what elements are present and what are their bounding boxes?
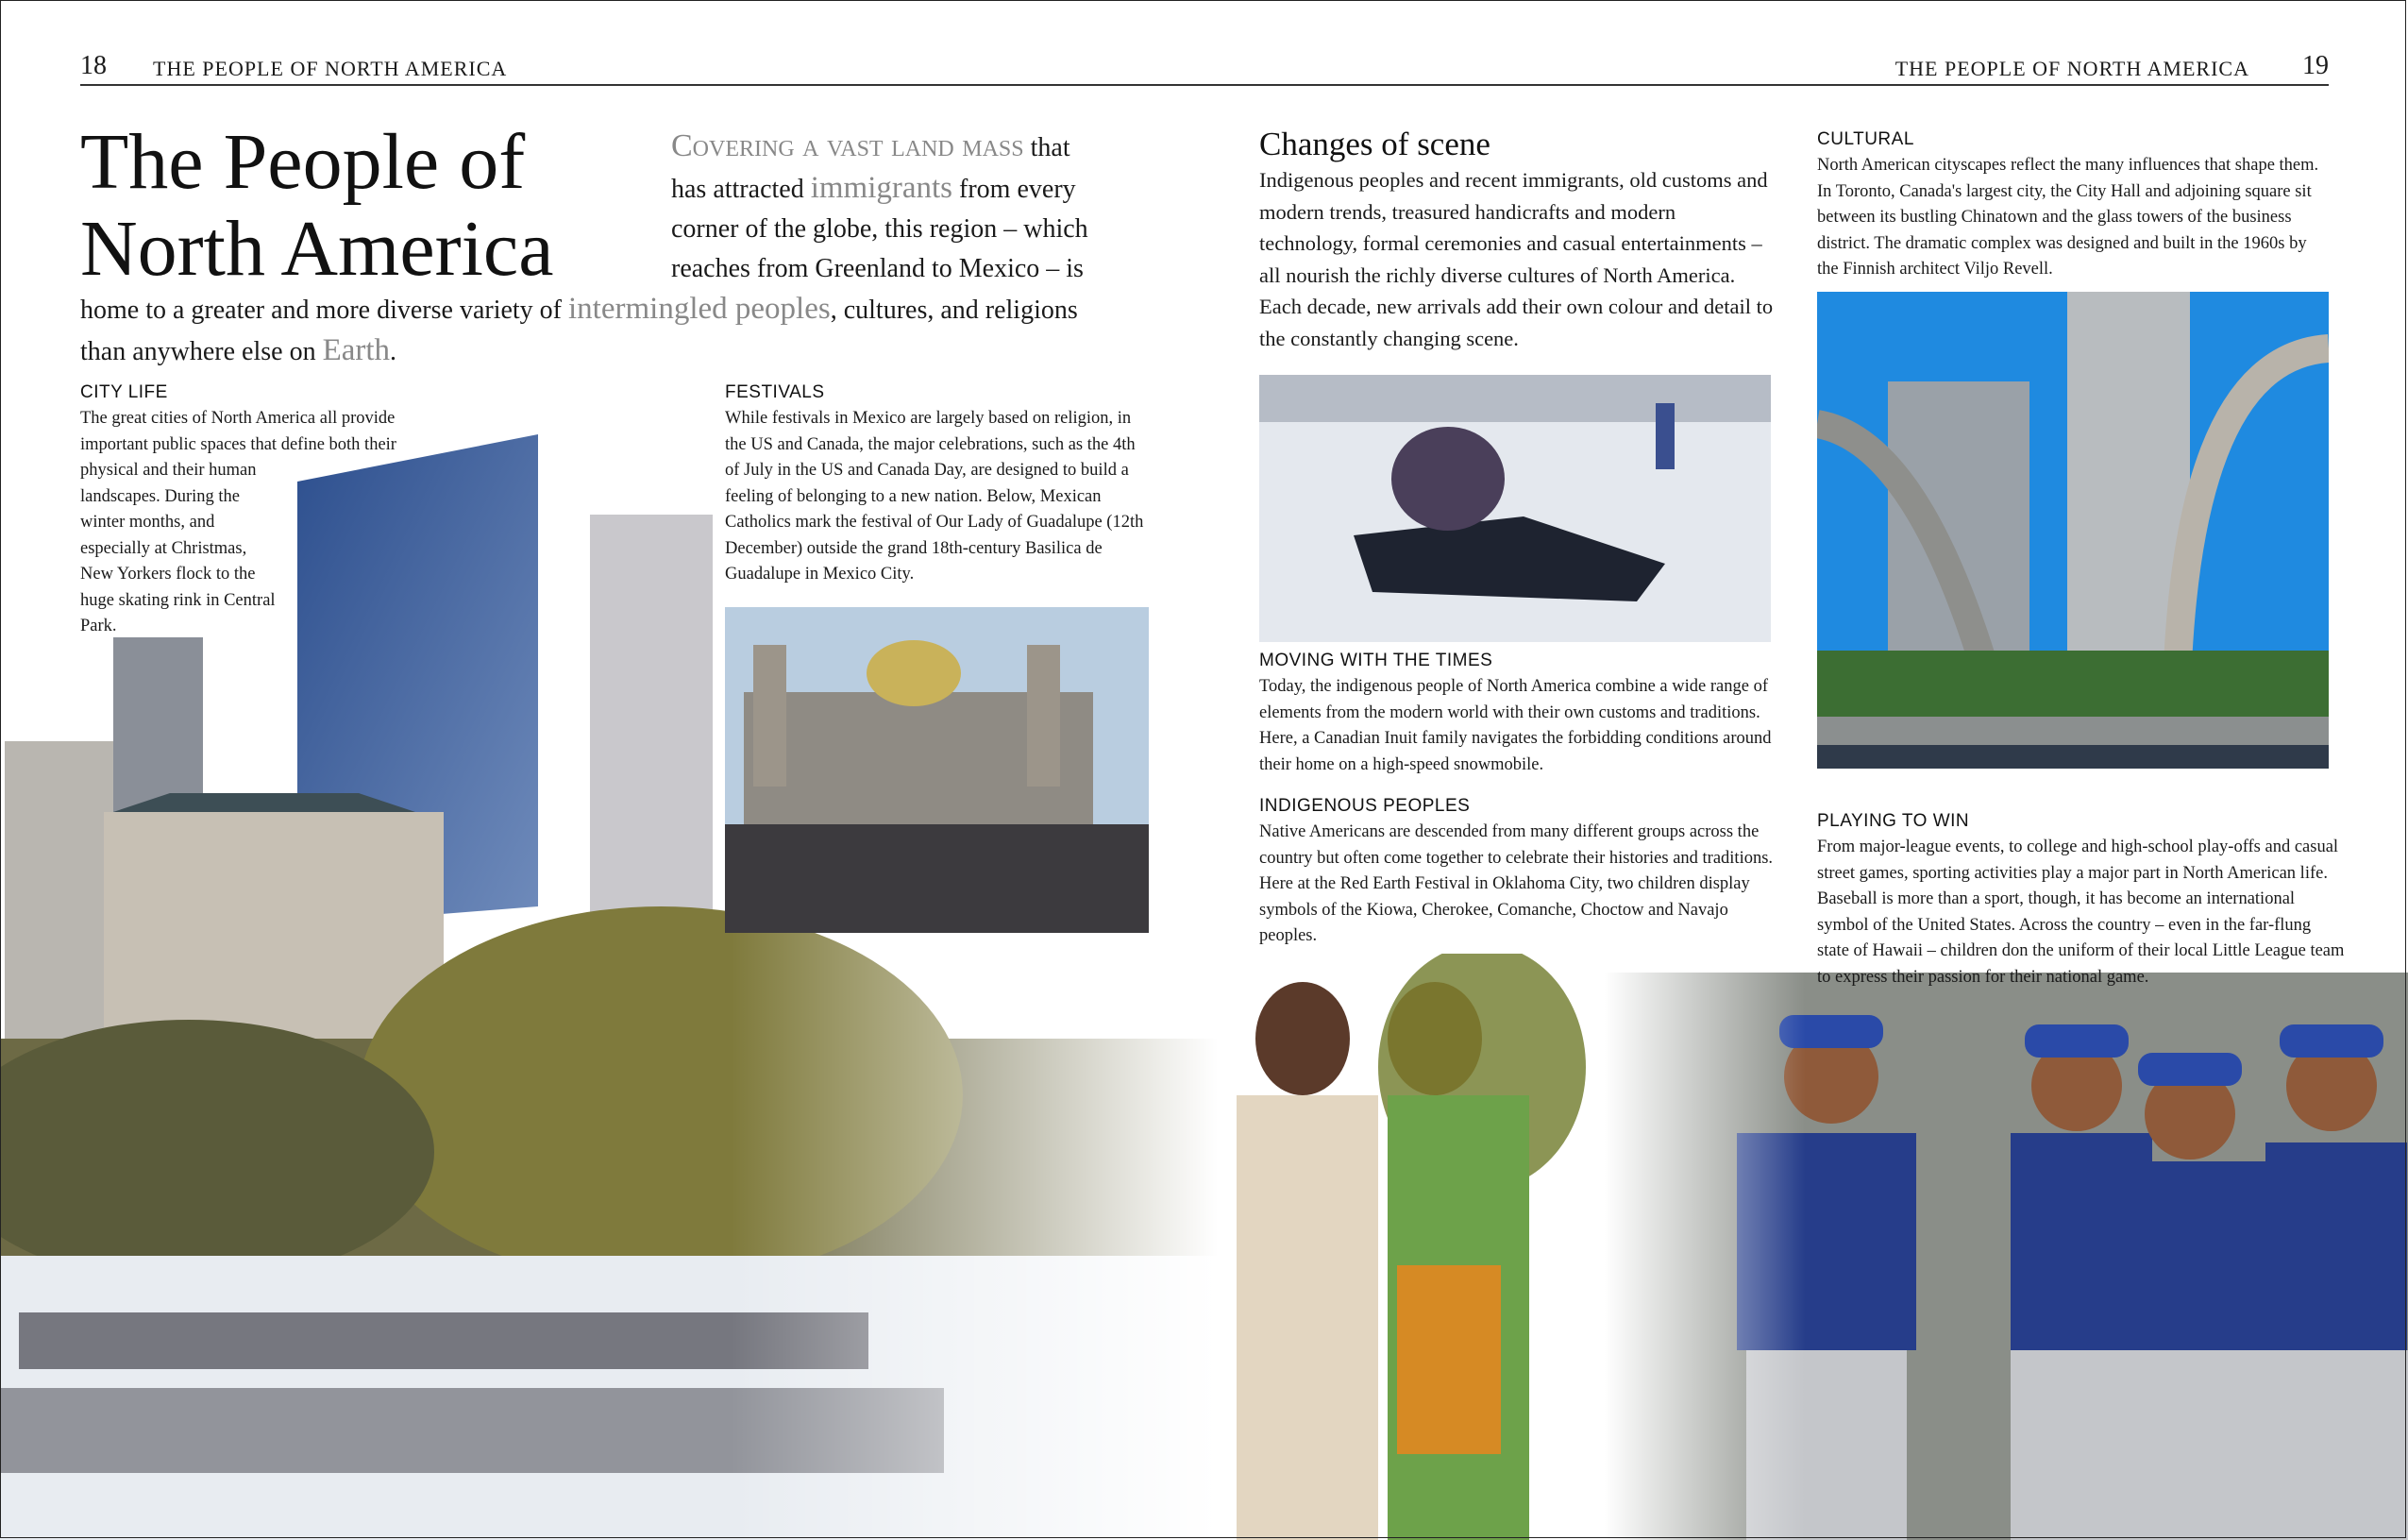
changes-heading: Changes of scene: [1259, 126, 1490, 162]
basilica-guadalupe-photo: [725, 607, 1149, 933]
playing-body: From major-league events, to college and high-school play-offs and casual street games, sporting activities play a major part in North American life. Baseball is more than a sport, though, it has become an international symbol of the United States. Across the country – even in the far-flung state of Hawaii – children don the uniform of their local Little League team to express their passion for their national game.: [1817, 838, 2345, 987]
intro-text: from every corner of the globe, this region – which reaches from Greenland to Mexico – is home to a greater and more diverse variety of: [80, 175, 1088, 325]
moving-body: Today, the indigenous people of North America combine a wide range of elements from the modern world with their own customs and traditions. Here, a Canadian Inuit family navigates the forbidding conditions around their home on a high-speed snowmobile.: [1259, 677, 1772, 774]
intro-highlight: immigrants: [810, 171, 953, 205]
running-head-left: THE PEOPLE OF NORTH AMERICA: [153, 57, 508, 80]
intro-highlight: intermingled peoples: [568, 292, 831, 326]
intro-text: , cultures, and religions than anywhere else on: [80, 296, 1078, 366]
intro-highlight: Earth: [322, 333, 391, 367]
running-head-right: THE PEOPLE OF NORTH AMERICA: [1894, 57, 2249, 80]
little-league-players-photo: [1605, 973, 2408, 1540]
title-line-1: The People of: [80, 118, 526, 206]
toronto-city-hall-photo: [1817, 292, 2329, 769]
city-life-heading: CITY LIFE: [80, 382, 168, 402]
page-number-right: 19: [2302, 51, 2329, 80]
cultural-body: North American cityscapes reflect the many influences that shape them. In Toronto, Canada's largest city, the City Hall and adjoining square sit between its bustling Chinatown and the glass towers of the business district. The dramatic complex was designed and built in the 1960s by the Finnish architect Viljo Revell.: [1817, 156, 2319, 279]
header-rule: [80, 84, 2329, 86]
festivals-body: While festivals in Mexico are largely based on religion, in the US and Canada, the major celebrations, such as the 4th of July in the US and Canada Day, are designed to build a feeling of belonging to a new nation. Below, Mexican Catholics mark the festival of Our Lady of Guadalupe (12th December) outside the grand 18th-century Basilica de Guadalupe in Mexico City.: [725, 409, 1144, 584]
snowmobile-photo: [1259, 375, 1771, 642]
playing-heading: PLAYING TO WIN: [1817, 811, 1970, 831]
cultural-heading: CULTURAL: [1817, 129, 1914, 149]
changes-body: Indigenous peoples and recent immigrants, old customs and modern trends, treasured handicrafts and modern technology, formal ceremonies and casual entertainments – all nourish the richly diverse cultures of North America. Each decade, new arrivals add their own colour and detail to the constantly changing scene.: [1259, 168, 1774, 350]
moving-heading: MOVING WITH THE TIMES: [1259, 651, 1493, 670]
intro-lead: Covering a vast land mass: [671, 128, 1024, 163]
festivals-heading: FESTIVALS: [725, 382, 825, 402]
page-number-left: 18: [80, 51, 107, 80]
intro-text: that has attracted: [671, 133, 1070, 204]
indigenous-heading: INDIGENOUS PEOPLES: [1259, 796, 1471, 816]
city-life-text: [80, 406, 448, 741]
intro-text: .: [390, 337, 397, 366]
indigenous-body: Native Americans are descended from many different groups across the country but often come together to celebrate their histories and traditions. Here at the Red Earth Festival in Oklahoma City, two children display symbols of the Kiowa, Cherokee, Comanche, Choctow and Navajo peoples.: [1259, 822, 1774, 945]
intro-paragraph: [80, 127, 1100, 372]
title-line-2: North America: [80, 205, 554, 293]
city-life-body: The great cities of North America all provide important public spaces that define both their physical and their human landscapes. During the winter months, and especially at Christmas, New Yorkers flock to the huge skating rink in Central Park.: [80, 409, 396, 635]
